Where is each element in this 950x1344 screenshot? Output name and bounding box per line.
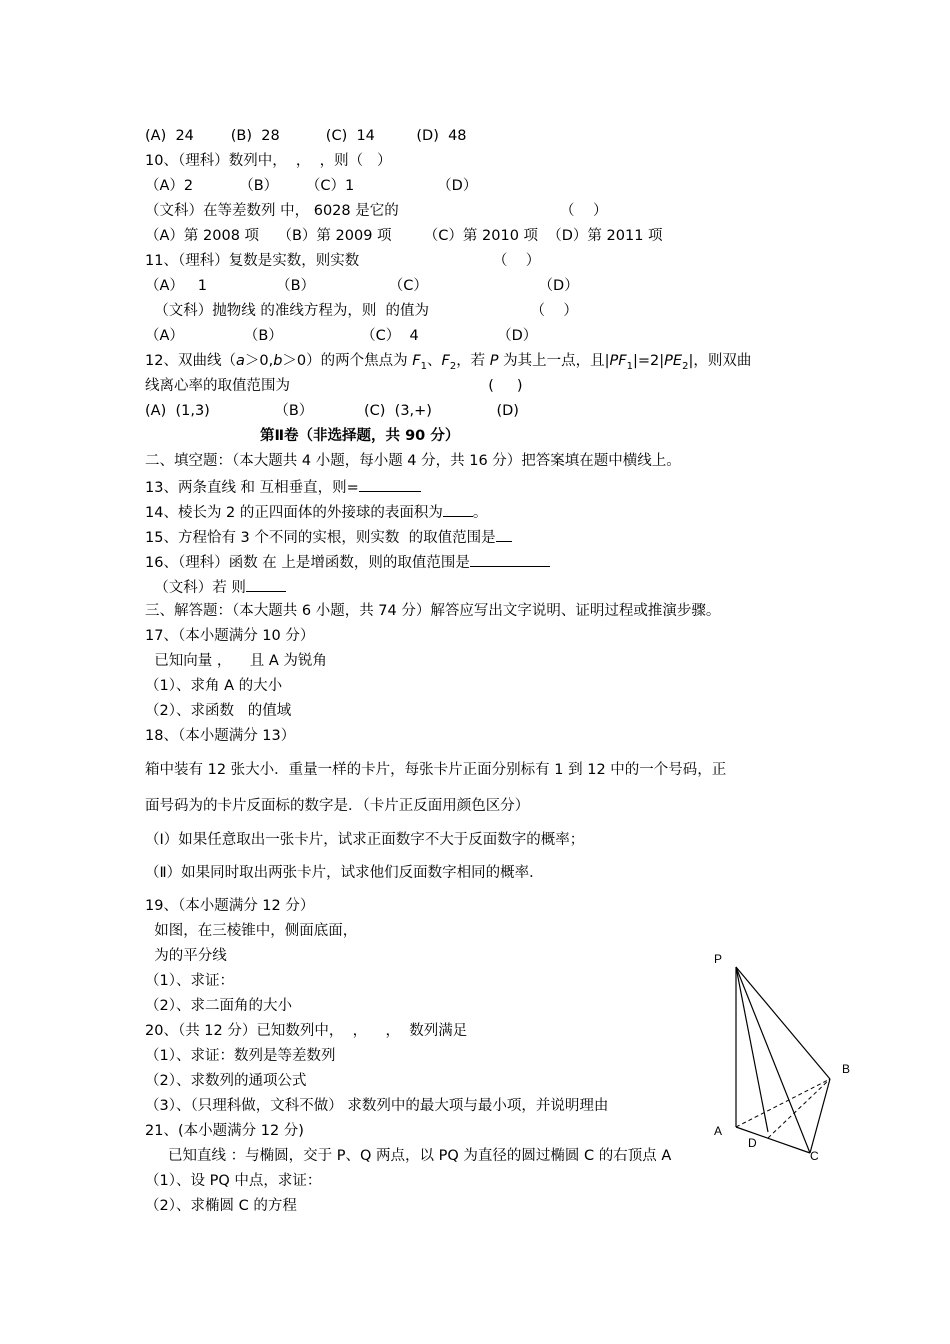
q12-line1: 12、双曲线（a＞0,b＞0）的两个焦点为 $F_1$、$F_2$，若 P 为其上一点，且$|PF_1|=2|PE_2|$，则双曲: [145, 353, 752, 372]
label-a: A: [714, 1124, 723, 1138]
q13: 13、两条直线 和 互相垂直，则=: [145, 477, 421, 497]
q16-science: 16、（理科）函数 在 上是增函数，则的取值范围是: [145, 552, 550, 572]
q12-line2: 线离心率的取值范围为 ( ): [145, 378, 523, 394]
q11-arts-options: （A） （B） （C） 4 （D）: [145, 328, 538, 344]
q17-part1: （1）、求角 A 的大小: [145, 678, 283, 694]
answer-blank: [496, 527, 512, 542]
q20-part3: （3）、（只理科做，文科不做） 求数列中的最大项与最小项，并说明理由: [145, 1098, 609, 1114]
q9-options: (A) 24 (B) 28 (C) 14 (D) 48: [145, 128, 467, 144]
q18-part2: （Ⅱ）如果同时取出两张卡片，试求他们反面数字相同的概率．: [145, 865, 544, 881]
answer-blank: [359, 477, 421, 492]
q20-part1: （1）、求证：数列是等差数列: [145, 1048, 336, 1064]
q18-stem-line1: 箱中装有 12 张大小．重量一样的卡片，每张卡片正面分别标有 1 到 12 中的一个号码，正: [145, 762, 727, 778]
q21-part2: （2）、求椭圆 C 的方程: [145, 1198, 297, 1214]
q19-part2: （2）、求二面角的大小: [145, 998, 292, 1014]
q17-heading: 17、（本小题满分 10 分）: [145, 628, 315, 644]
pyramid-figure: [700, 945, 860, 1170]
section-solutions-heading: 三、解答题：（本大题共 6 小题，共 74 分）解答应写出文字说明、证明过程或推演步骤。: [145, 603, 721, 619]
q11-arts: （文科）抛物线 的准线方程为，则 的值为 （ ）: [145, 303, 578, 319]
q10-arts-options: （A）第 2008 项 （B）第 2009 项 （C）第 2010 项 （D）第 2011 项: [145, 228, 663, 244]
section-fill-in-heading: 二、填空题：（本大题共 4 小题，每小题 4 分，共 16 分）把答案填在题中横线上。: [145, 453, 681, 469]
q19-heading: 19、（本小题满分 12 分）: [145, 898, 315, 914]
edge-pd: [736, 967, 768, 1132]
q18-stem-line2: 面号码为的卡片反面标的数字是．（卡片正反面用颜色区分）: [145, 798, 530, 814]
answer-blank: [470, 552, 550, 567]
label-c: C: [810, 1149, 819, 1163]
q15: 15、方程恰有 3 个不同的实根，则实数 的取值范围是: [145, 527, 512, 547]
edge-pc: [736, 967, 810, 1153]
section-2-title: 第Ⅱ卷（非选择题，共 90 分）: [260, 428, 460, 444]
q18-part1: （Ⅰ）如果任意取出一张卡片，试求正面数字不大于反面数字的概率；: [145, 832, 585, 848]
label-d: D: [748, 1136, 757, 1150]
q20-heading: 20、（共 12 分）已知数列中， ， ， 数列满足: [145, 1023, 468, 1039]
edge-db-hidden: [768, 1079, 830, 1138]
q19-stem-line2: 为的平分线: [145, 948, 227, 964]
q11-science-options: （A） 1 （B） （C） （D）: [145, 278, 579, 294]
q10-science: 10、（理科）数列中， ， ，则（ ）: [145, 153, 392, 169]
q21-stem: 已知直线 ：与椭圆，交于 P、Q 两点，以 PQ 为直径的圆过椭圆 C 的右顶点 A: [145, 1148, 672, 1164]
answer-blank: [246, 577, 286, 592]
q10-arts: （文科）在等差数列 中， 6028 是它的 （ ）: [145, 203, 608, 219]
q19-part1: （1）、求证：: [145, 973, 234, 989]
edge-pb: [736, 967, 830, 1079]
answer-blank: [443, 502, 473, 517]
q17-stem: 已知向量 ， 且 A 为锐角: [145, 653, 327, 669]
label-p: P: [714, 952, 723, 966]
edge-bc: [810, 1079, 830, 1153]
q10-science-options: （A）2 （B） （C）1 （D）: [145, 178, 478, 194]
q18-heading: 18、（本小题满分 13）: [145, 728, 296, 744]
q16-arts: （文科）若 则: [145, 577, 286, 597]
q11-science: 11、（理科）复数是实数，则实数 （ ）: [145, 253, 541, 269]
q21-heading: 21、(本小题满分 12 分): [145, 1123, 304, 1139]
q14: 14、棱长为 2 的正四面体的外接球的表面积为 。: [145, 502, 487, 522]
label-b: B: [842, 1062, 851, 1076]
q12-options: (A) (1,3) （B） (C) (3,+) (D): [145, 403, 519, 419]
q20-part2: （2）、求数列的通项公式: [145, 1073, 307, 1089]
q21-part1: （1）、设 PQ 中点，求证：: [145, 1173, 322, 1189]
q17-part2: （2）、求函数 的值域: [145, 703, 292, 719]
q19-stem-line1: 如图，在三棱锥中，侧面底面，: [145, 923, 358, 939]
